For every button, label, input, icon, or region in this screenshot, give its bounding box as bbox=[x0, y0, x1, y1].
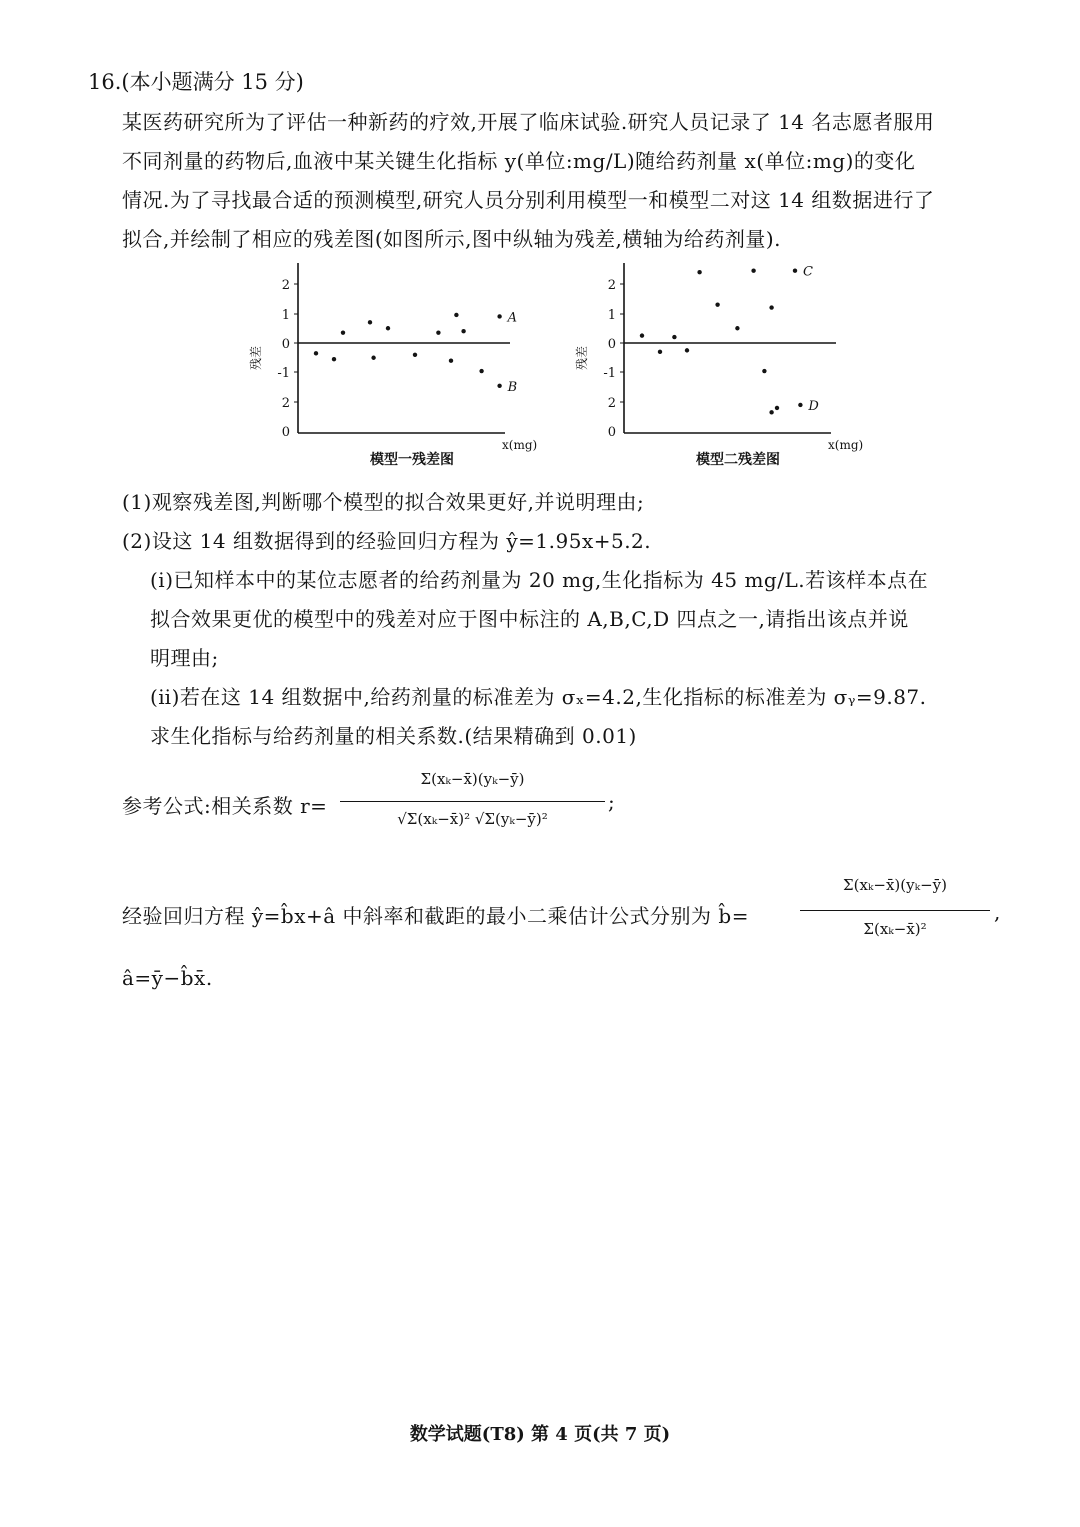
residual-point-7 bbox=[413, 353, 417, 357]
y-tick-label-6: 0 bbox=[281, 425, 290, 440]
formula-r-end: ; bbox=[608, 790, 616, 814]
y-axis-label: 残差 bbox=[575, 345, 589, 371]
residual-point-6 bbox=[386, 326, 390, 330]
formula-b-denominator: Σ(xₖ−x̄)² bbox=[863, 920, 927, 938]
intro-line-3: 情况.为了寻找最合适的预测模型,研究人员分别利用模型一和模型二对这 14 组数据进行了 bbox=[122, 188, 935, 212]
y-tick-label-3: 0 bbox=[281, 337, 290, 352]
y-tick-label-5: 2 bbox=[607, 396, 616, 411]
formula-r-denominator: √Σ(xₖ−x̄)² √Σ(yₖ−ȳ)² bbox=[397, 810, 548, 828]
residual-chart-model-2 bbox=[566, 258, 876, 473]
chart-title: 模型一残差图 bbox=[370, 452, 454, 468]
point-label-b: B bbox=[507, 379, 518, 395]
formula-b-numerator: Σ(xₖ−x̄)(yₖ−ȳ) bbox=[843, 876, 947, 894]
part-2-i-line-1: (ⅰ)已知样本中的某位志愿者的给药剂量为 20 mg,生化指标为 45 mg/L.若该样本点在 bbox=[150, 568, 929, 592]
x-axis-label: x(mg) bbox=[502, 438, 538, 452]
residual-point-5 bbox=[697, 270, 701, 274]
formula-r-label: 参考公式:相关系数 r= bbox=[122, 794, 328, 818]
y-tick-label-2: 1 bbox=[607, 308, 616, 323]
residual-point-12 bbox=[479, 369, 483, 373]
part-2-ii-line-1: (ⅱ)若在这 14 组数据中,给药剂量的标准差为 σₓ=4.2,生化指标的标准差为 σᵧ=9.87. bbox=[150, 685, 927, 709]
question-number-label: 16. bbox=[88, 70, 122, 94]
part-2-i-line-3: 明理由; bbox=[150, 646, 219, 670]
y-tick-label-5: 2 bbox=[281, 396, 290, 411]
residual-point-8 bbox=[751, 269, 755, 273]
residual-point-14 bbox=[497, 384, 501, 388]
residual-point-4 bbox=[368, 320, 372, 324]
part-2: (2)设这 14 组数据得到的经验回归方程为 ŷ=1.95x+5.2. bbox=[122, 529, 652, 553]
residual-point-7 bbox=[735, 326, 739, 330]
part-2-ii-line-2: 求生化指标与给药剂量的相关系数.(结果精确到 0.01) bbox=[150, 724, 637, 748]
residual-point-14 bbox=[798, 403, 802, 407]
chart-title: 模型二残差图 bbox=[696, 452, 780, 468]
intro-line-2: 不同剂量的药物后,血液中某关键生化指标 y(单位:mg/L)随给药剂量 x(单位:mg)的变化 bbox=[122, 149, 916, 173]
residual-chart-model-1 bbox=[240, 258, 550, 473]
y-tick-label-6: 0 bbox=[607, 425, 616, 440]
y-tick-label-1: 2 bbox=[607, 278, 616, 293]
residual-point-6 bbox=[715, 302, 719, 306]
residual-point-4 bbox=[685, 348, 689, 352]
residual-point-2 bbox=[332, 357, 336, 361]
formula-b-end: , bbox=[994, 900, 1001, 924]
question-number bbox=[88, 66, 304, 96]
y-tick-label-2: 1 bbox=[281, 308, 290, 323]
residual-point-10 bbox=[769, 305, 773, 309]
question-score-note: (本小题满分 15 分) bbox=[121, 70, 304, 94]
x-axis-label: x(mg) bbox=[828, 438, 864, 452]
point-label-d: D bbox=[808, 398, 819, 414]
residual-point-3 bbox=[341, 330, 345, 334]
residual-point-13 bbox=[793, 269, 797, 273]
y-tick-label-1: 2 bbox=[281, 278, 290, 293]
data-points bbox=[640, 265, 820, 415]
residual-point-1 bbox=[640, 333, 644, 337]
point-label-c: C bbox=[803, 264, 813, 280]
part-2-i-line-2: 拟合效果更优的模型中的残差对应于图中标注的 A,B,C,D 四点之一,请指出该点并说 bbox=[150, 607, 909, 631]
formula-b-fraction-bar bbox=[800, 910, 990, 911]
data-points bbox=[314, 310, 517, 394]
page-footer: 数学试题(T8) 第 4 页(共 7 页) bbox=[409, 1424, 671, 1445]
residual-point-10 bbox=[454, 313, 458, 317]
residual-point-13 bbox=[497, 314, 501, 318]
residual-point-3 bbox=[672, 335, 676, 339]
residual-point-5 bbox=[371, 356, 375, 360]
residual-point-8 bbox=[436, 330, 440, 334]
formula-a: â=ȳ−b̂x̄. bbox=[122, 966, 213, 990]
y-tick-label-3: 0 bbox=[607, 337, 616, 352]
residual-point-2 bbox=[658, 350, 662, 354]
formula-b-label: 经验回归方程 ŷ=b̂x+â 中斜率和截距的最小二乘估计公式分别为 b̂= bbox=[122, 904, 749, 928]
part-1: (1)观察残差图,判断哪个模型的拟合效果更好,并说明理由; bbox=[122, 490, 645, 514]
y-tick-label-4: -1 bbox=[277, 366, 290, 381]
formula-r-numerator: Σ(xₖ−x̄)(yₖ−ȳ) bbox=[420, 770, 525, 788]
point-label-a: A bbox=[507, 310, 517, 326]
residual-point-1 bbox=[314, 351, 318, 355]
residual-point-11 bbox=[461, 329, 465, 333]
residual-point-11 bbox=[775, 406, 779, 410]
residual-point-9 bbox=[449, 359, 453, 363]
residual-point-12 bbox=[769, 410, 773, 414]
formula-r-fraction-bar bbox=[340, 801, 605, 802]
intro-line-4: 拟合,并绘制了相应的残差图(如图所示,图中纵轴为残差,横轴为给药剂量). bbox=[122, 227, 782, 251]
y-axis-label: 残差 bbox=[249, 345, 263, 371]
residual-point-9 bbox=[762, 369, 766, 373]
intro-line-1: 某医药研究所为了评估一种新药的疗效,开展了临床试验.研究人员记录了 14 名志愿者服用 bbox=[122, 110, 935, 134]
y-tick-label-4: -1 bbox=[603, 366, 616, 381]
